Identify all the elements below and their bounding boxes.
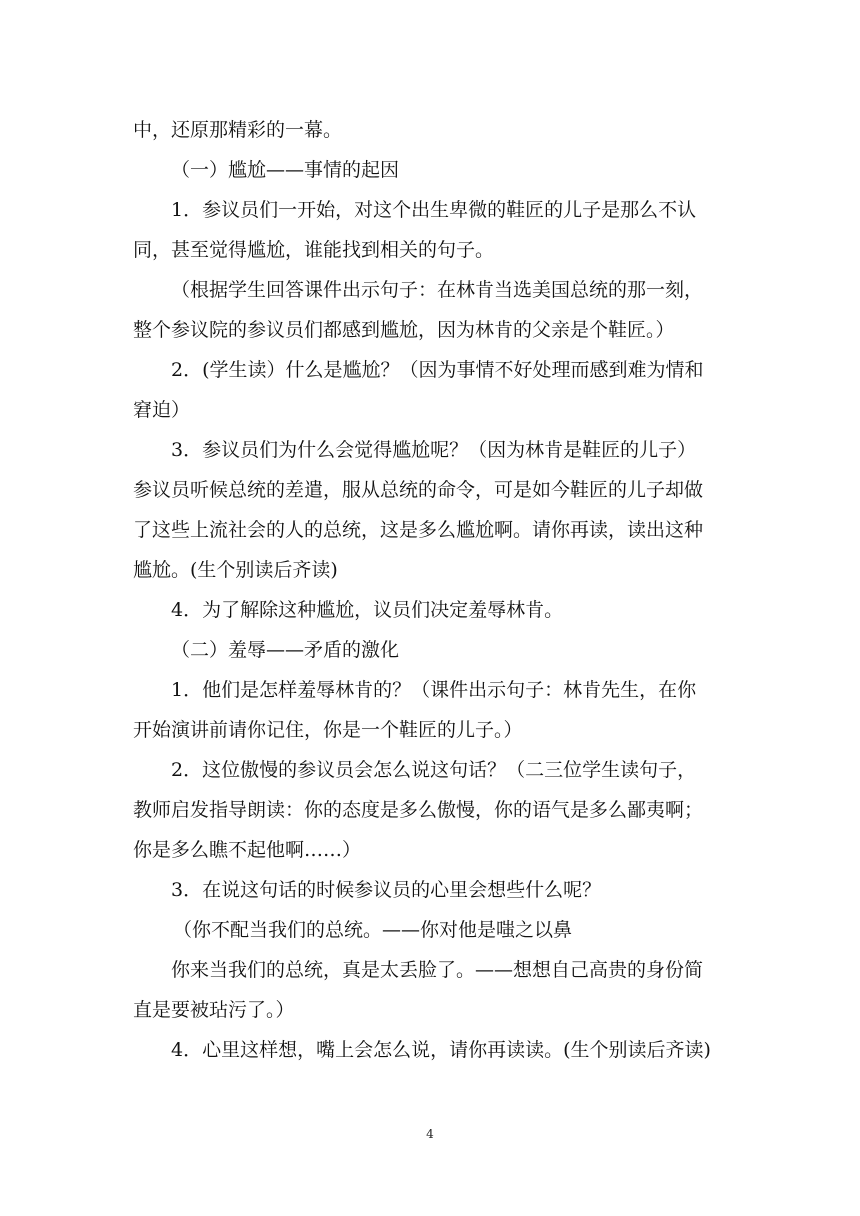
text-line: 4．为了解除这种尴尬，议员们决定羞辱林肯。 bbox=[171, 599, 564, 621]
section-heading-embarrassment: （一）尴尬——事情的起因 bbox=[171, 159, 400, 181]
text-line: 1．他们是怎样羞辱林肯的？（课件出示句子：林肯先生，在你 bbox=[171, 679, 697, 701]
text-line: 2．(学生读）什么是尴尬？（因为事情不好处理而感到难为情和 bbox=[171, 359, 704, 381]
text-line: 3．参议员们为什么会觉得尴尬呢？（因为林肯是鞋匠的儿子） bbox=[171, 439, 697, 461]
text-line: （你不配当我们的总统。——你对他是嗤之以鼻 bbox=[173, 919, 573, 941]
text-line: 中，还原那精彩的一幕。 bbox=[133, 119, 343, 141]
text-line: 尴尬。(生个别读后齐读) bbox=[133, 559, 338, 581]
text-line: 你是多么瞧不起他啊……） bbox=[133, 839, 362, 861]
text-line: 开始演讲前请你记住，你是一个鞋匠的儿子。） bbox=[133, 719, 523, 741]
text-line: 了这些上流社会的人的总统，这是多么尴尬啊。请你再读，读出这种 bbox=[133, 519, 704, 541]
text-line: 整个参议院的参议员们都感到尴尬，因为林肯的父亲是个鞋匠。） bbox=[133, 319, 675, 341]
text-line: 窘迫） bbox=[133, 399, 191, 421]
text-line: 2．这位傲慢的参议员会怎么说这句话？（二三位学生读句子， bbox=[171, 759, 697, 781]
text-line: 4．心里这样想，嘴上会怎么说，请你再读读。(生个别读后齐读) bbox=[171, 1039, 711, 1061]
text-line: 同，甚至觉得尴尬，谁能找到相关的句子。 bbox=[133, 239, 495, 261]
section-heading-humiliation: （二）羞辱——矛盾的激化 bbox=[171, 639, 400, 661]
text-line: 参议员听候总统的差遣，服从总统的命令，可是如今鞋匠的儿子却做 bbox=[133, 479, 704, 501]
text-line: 1．参议员们一开始，对这个出生卑微的鞋匠的儿子是那么不认 bbox=[171, 199, 697, 221]
text-line: 你来当我们的总统，真是太丢脸了。——想想自己高贵的身份简 bbox=[171, 959, 704, 981]
document-body bbox=[133, 110, 733, 1070]
text-line: （根据学生回答课件出示句子：在林肯当选美国总统的那一刻， bbox=[171, 279, 704, 301]
text-line: 教师启发指导朗读：你的态度是多么傲慢，你的语气是多么鄙夷啊； bbox=[133, 799, 704, 821]
text-line: 直是要被玷污了。） bbox=[133, 999, 295, 1021]
text-line: 3．在说这句话的时候参议员的心里会想些什么呢？ bbox=[171, 879, 602, 901]
page-number: 4 bbox=[426, 1127, 434, 1141]
